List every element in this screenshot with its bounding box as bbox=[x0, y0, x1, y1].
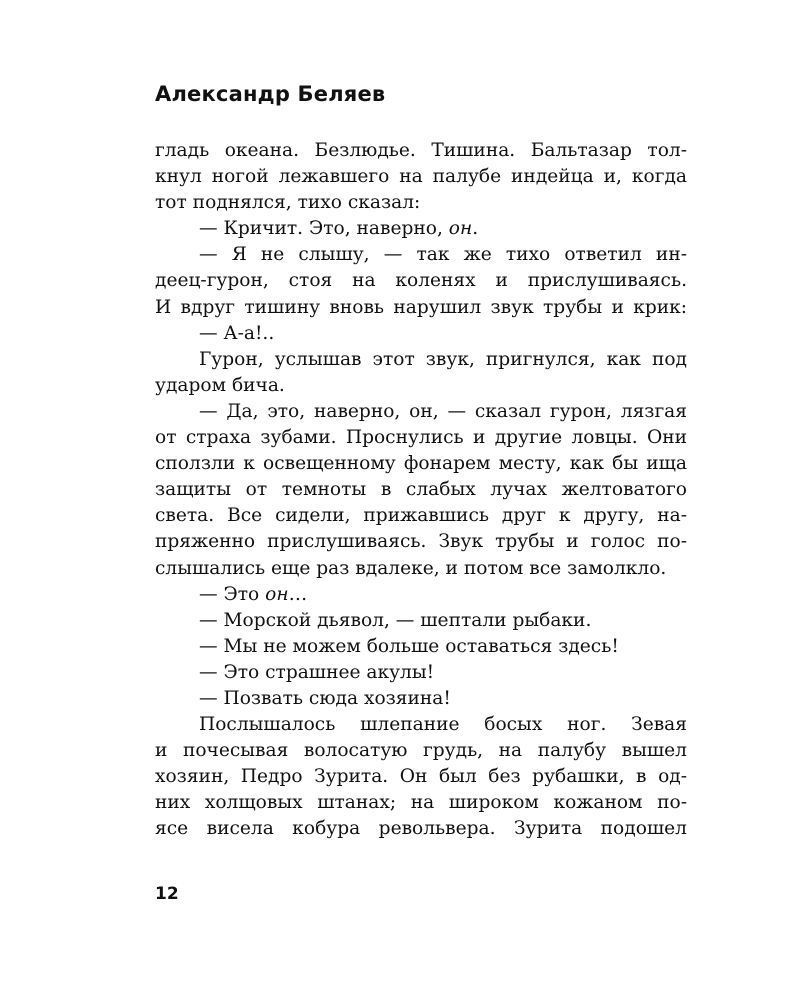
text-line: хозяин, Педро Зурита. Он был без рубашки, в од- bbox=[155, 766, 687, 788]
text-line: кнул ногой лежавшего на палубе индейца и, когда bbox=[155, 166, 687, 188]
text-line: — Мы не можем больше оставаться здесь! bbox=[199, 635, 619, 657]
italic-word: он bbox=[265, 583, 289, 605]
text-line: гладь океана. Безлюдье. Тишина. Бальтазар тол- bbox=[155, 140, 687, 161]
text-line: сползли к освещенному фонарем месту, как бы ища bbox=[155, 453, 687, 475]
text-line: Послышалось шлепание босых ног. Зевая bbox=[199, 714, 687, 736]
text-line: тот поднялся, тихо сказал: bbox=[155, 192, 421, 214]
text-segment: — Это bbox=[199, 583, 266, 605]
text-line: Гурон, услышав этот звук, пригнулся, как под bbox=[199, 348, 687, 370]
text-line: ясе висела кобура револьвера. Зурита подошел bbox=[155, 818, 687, 840]
text-segment: — Кричит. Это, наверно, bbox=[199, 218, 449, 240]
page-number: 12 bbox=[155, 884, 179, 904]
text-line: — А-а!.. bbox=[199, 322, 275, 344]
text-line: слышались еще раз вдалеке, и потом все замолкло. bbox=[155, 557, 667, 579]
text-line: — Это страшнее акулы! bbox=[199, 661, 435, 683]
text-line: И вдруг тишину вновь нарушил звук трубы и крик: bbox=[155, 296, 687, 318]
text-line: света. Все сидели, прижавшись друг к другу, на- bbox=[155, 505, 687, 527]
text-line bbox=[155, 216, 687, 242]
text-line: и почесывая волосатую грудь, на палубу вышел bbox=[155, 740, 687, 762]
text-line: — Я не слышу, — так же тихо ответил ин- bbox=[199, 244, 687, 266]
body-text bbox=[155, 138, 687, 843]
text-line: — Морской дьявол, — шептали рыбаки. bbox=[199, 609, 592, 631]
text-segment: … bbox=[288, 583, 308, 605]
text-line: защиты от темноты в слабых лучах желтоватого bbox=[155, 479, 687, 501]
text-line: них холщовых штанах; на широком кожаном по- bbox=[155, 792, 687, 814]
text-line: ударом бича. bbox=[155, 374, 285, 396]
text-line: — Позвать сюда хозяина! bbox=[199, 687, 451, 709]
text-line bbox=[155, 582, 687, 608]
text-line: пряженно прислушиваясь. Звук трубы и голос по- bbox=[155, 531, 687, 553]
text-line: — Да, это, наверно, он, — сказал гурон, лязгая bbox=[199, 400, 687, 422]
text-line: деец-гурон, стоя на коленях и прислушиваясь. bbox=[155, 270, 687, 292]
running-head: Александр Беляев bbox=[155, 82, 386, 106]
italic-word: он bbox=[448, 218, 473, 240]
text-line: от страха зубами. Проснулись и другие ловцы. Они bbox=[155, 427, 687, 449]
text-segment: . bbox=[472, 218, 479, 240]
